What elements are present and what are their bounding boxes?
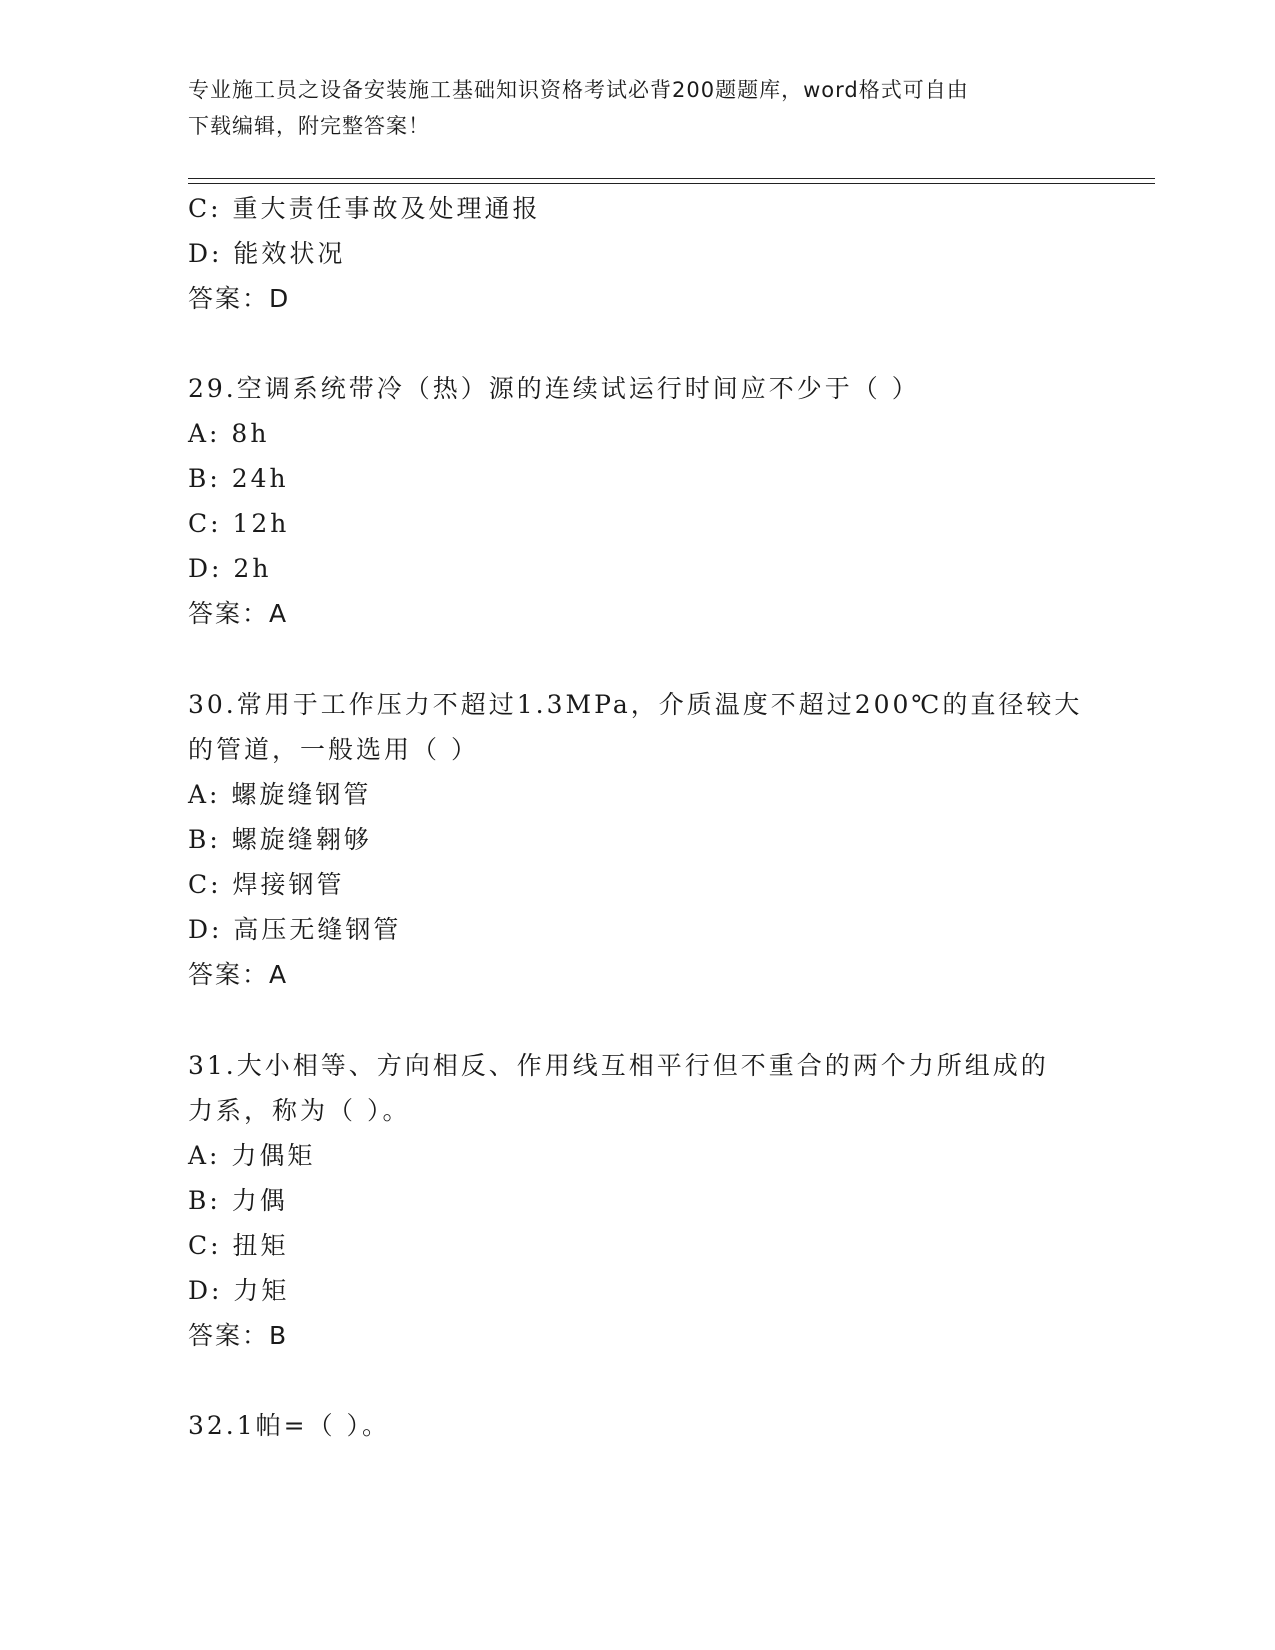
header-divider-top — [188, 178, 1155, 179]
q29-stem: 29.空调系统带冷（热）源的连续试运行时间应不少于（ ） — [188, 374, 920, 403]
q31-stem-line-1: 31.大小相等、方向相反、作用线互相平行但不重合的两个力所组成的 — [188, 1051, 1049, 1080]
q31-stem-line-2: 力系，称为（ ）。 — [188, 1096, 411, 1125]
q31-option-b: B: 力偶 — [188, 1186, 288, 1215]
header-line-2: 下载编辑，附完整答案！ — [188, 114, 430, 138]
q31-option-d: D: 力矩 — [188, 1276, 290, 1305]
q28-option-c: C: 重大责任事故及处理通报 — [188, 194, 541, 223]
q29-option-c: C: 12h — [188, 509, 290, 538]
q30-option-b: B: 螺旋缝翱够 — [188, 825, 372, 854]
q30-option-d: D: 高压无缝钢管 — [188, 915, 402, 944]
q30-option-c: C: 焊接钢管 — [188, 870, 345, 899]
header-divider-bottom — [188, 183, 1155, 184]
q31-option-a: A: 力偶矩 — [188, 1141, 316, 1170]
q31-option-c: C: 扭矩 — [188, 1231, 289, 1260]
q28-answer: 答案：D — [188, 284, 291, 313]
q30-option-a: A: 螺旋缝钢管 — [188, 780, 372, 809]
header-line-1: 专业施工员之设备安装施工基础知识资格考试必背200题题库，word格式可自由 — [188, 78, 969, 102]
q31-answer: 答案：B — [188, 1321, 289, 1350]
q30-answer: 答案：A — [188, 960, 289, 989]
q30-stem-line-1: 30.常用于工作压力不超过1.3MPa，介质温度不超过200℃的直径较大 — [188, 690, 1083, 719]
q28-option-d: D: 能效状况 — [188, 239, 346, 268]
q29-answer: 答案：A — [188, 599, 289, 628]
q29-option-a: A: 8h — [188, 419, 270, 448]
q30-stem-line-2: 的管道，一般选用（ ） — [188, 735, 479, 764]
q32-stem: 32.1帕=（ ）。 — [188, 1411, 391, 1440]
q29-option-b: B: 24h — [188, 464, 289, 493]
q29-option-d: D: 2h — [188, 554, 272, 583]
document-header — [188, 72, 1088, 144]
